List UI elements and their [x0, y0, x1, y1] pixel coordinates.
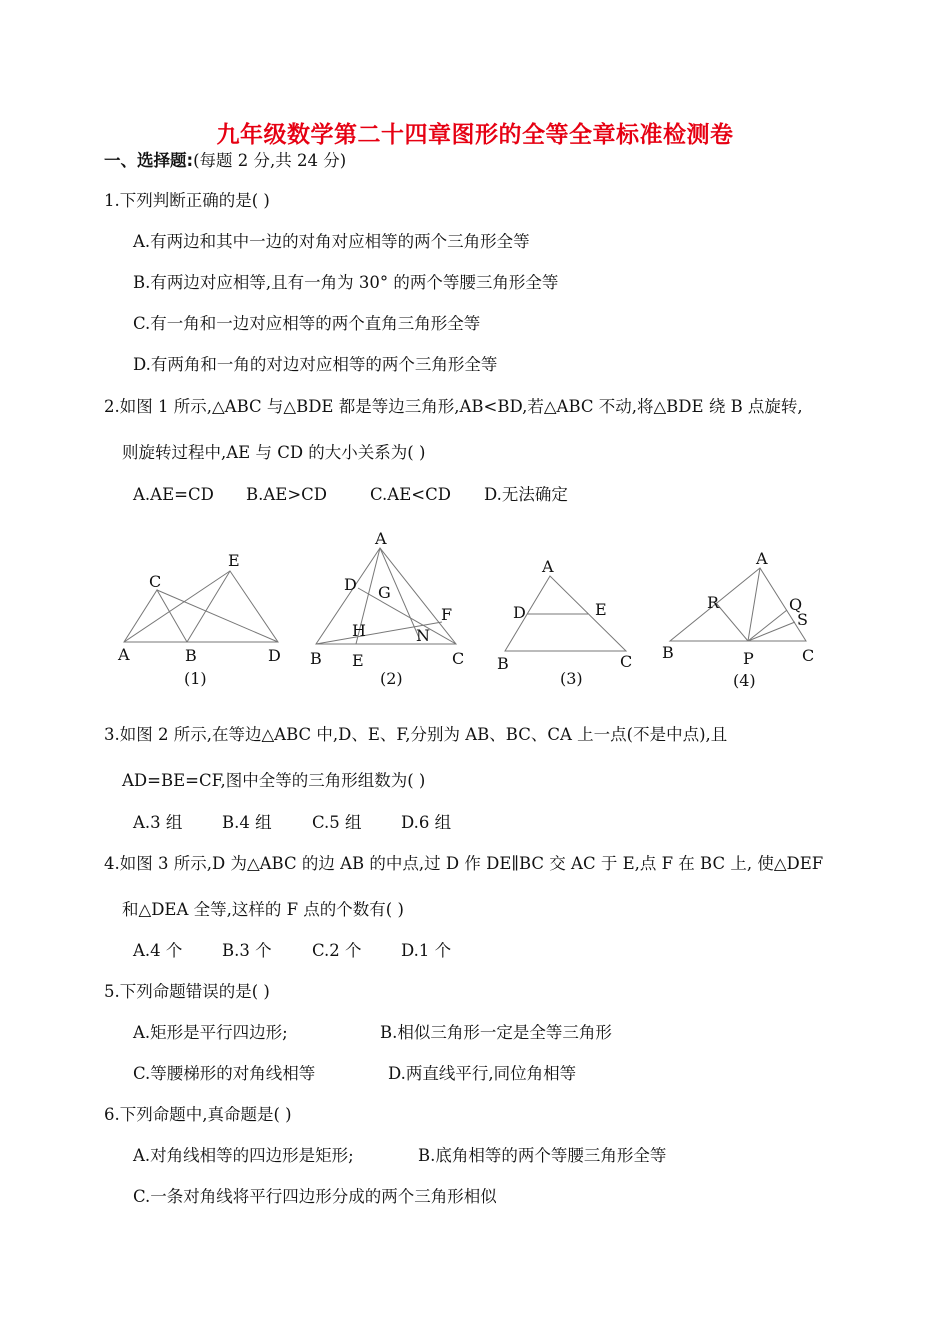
fig4-segment-pq: [748, 610, 787, 641]
fig2-label-n: N: [416, 626, 430, 645]
q4-stem-line2: 和△DEA 全等,这样的 F 点的个数有( ): [122, 900, 404, 919]
q4-option-b: B.3 个: [222, 941, 272, 960]
fig2-label-a: A: [375, 530, 387, 548]
fig3-label-c: C: [620, 652, 633, 671]
fig4-label-c: C: [802, 646, 815, 665]
section-score-note: (每题 2 分,共 24 分): [193, 151, 347, 170]
fig4-segment-ps: [748, 622, 795, 641]
fig4-segment-ap: [748, 568, 760, 641]
q2-stem-line1: 2.如图 1 所示,△ABC 与△BDE 都是等边三角形,AB<BD,若△ABC 不动,将△BDE 绕 B 点旋转,: [104, 397, 803, 416]
q5-option-a: A.矩形是平行四边形;: [133, 1023, 288, 1042]
q3-stem-line1: 3.如图 2 所示,在等边△ABC 中,D、E、F,分别为 AB、BC、CA 上一点(不是中点),且: [104, 725, 728, 744]
q3-option-b: B.4 组: [222, 813, 272, 832]
fig1-label-d: D: [268, 646, 281, 665]
section-heading-label: 一、选择题:: [104, 151, 194, 170]
q5-stem: 5.下列命题错误的是( ): [104, 982, 270, 1001]
page-title: 九年级数学第二十四章图形的全等全章标准检测卷: [216, 122, 734, 148]
figure-2: [310, 530, 464, 688]
fig3-label-e: E: [595, 600, 607, 619]
q2-option-b: B.AE>CD: [246, 485, 328, 504]
fig3-label-d: D: [513, 603, 526, 622]
fig2-label-e: E: [352, 651, 364, 670]
fig2-label-b: B: [310, 649, 322, 668]
q3-stem-line2: AD=BE=CF,图中全等的三角形组数为( ): [122, 771, 426, 790]
fig1-label-b: B: [185, 646, 197, 665]
fig4-label-q: Q: [789, 595, 803, 614]
q2-option-d: D.无法确定: [484, 485, 568, 504]
fig2-label-h: H: [352, 621, 366, 640]
q1-option-d: D.有两角和一角的对边对应相等的两个三角形全等: [133, 355, 498, 374]
q2-option-c: C.AE<CD: [370, 485, 451, 504]
q4-option-a: A.4 个: [133, 941, 183, 960]
fig1-triangle-abc: [124, 590, 187, 642]
fig2-label-d: D: [344, 575, 357, 594]
figure-4: [662, 549, 814, 690]
q1-option-a: A.有两边和其中一边的对角对应相等的两个三角形全等: [133, 232, 530, 251]
q5-option-c: C.等腰梯形的对角线相等: [133, 1064, 316, 1083]
q5-option-d: D.两直线平行,同位角相等: [388, 1064, 577, 1083]
fig4-caption: (4): [733, 671, 756, 690]
fig1-label-e: E: [228, 551, 240, 570]
fig4-label-r: R: [707, 593, 720, 612]
q1-option-c: C.有一角和一边对应相等的两个直角三角形全等: [133, 314, 481, 333]
fig3-label-b: B: [497, 654, 509, 673]
q1-option-b: B.有两边对应相等,且有一角为 30° 的两个等腰三角形全等: [133, 273, 559, 292]
fig4-label-a: A: [756, 549, 768, 568]
fig1-caption: (1): [184, 669, 207, 688]
q3-option-d: D.6 组: [401, 813, 452, 832]
q6-stem: 6.下列命题中,真命题是( ): [104, 1105, 292, 1124]
fig2-caption: (2): [380, 669, 403, 688]
q5-option-b: B.相似三角形一定是全等三角形: [380, 1023, 612, 1042]
figure-1: [117, 551, 281, 688]
fig3-label-a: A: [542, 557, 554, 576]
q1-stem: 1.下列判断正确的是( ): [104, 191, 270, 210]
fig4-label-p: P: [743, 649, 754, 668]
q4-option-d: D.1 个: [401, 941, 452, 960]
fig4-label-b: B: [662, 643, 674, 662]
q3-option-c: C.5 组: [312, 813, 362, 832]
fig2-label-c: C: [452, 649, 465, 668]
q6-option-b: B.底角相等的两个等腰三角形全等: [418, 1146, 667, 1165]
q4-option-c: C.2 个: [312, 941, 362, 960]
fig1-segment-ae: [124, 571, 230, 642]
q6-option-c: C.一条对角线将平行四边形分成的两个三角形相似: [133, 1187, 497, 1206]
fig3-caption: (3): [560, 669, 583, 688]
fig1-triangle-bde: [187, 571, 278, 642]
fig1-label-a: A: [118, 645, 130, 664]
section-heading: [104, 150, 346, 172]
fig4-triangle-abc: [670, 568, 806, 641]
q4-stem-line1: 4.如图 3 所示,D 为△ABC 的边 AB 的中点,过 D 作 DE∥BC 交 AC 于 E,点 F 在 BC 上, 使△DEF: [104, 854, 824, 873]
figures-row: [0, 530, 950, 700]
fig1-label-c: C: [149, 572, 162, 591]
fig4-label-s: S: [797, 610, 808, 629]
q2-option-a: A.AE=CD: [133, 485, 214, 504]
fig2-label-f: F: [441, 605, 453, 624]
q3-option-a: A.3 组: [133, 813, 183, 832]
figure-3: [497, 557, 632, 688]
q6-option-a: A.对角线相等的四边形是矩形;: [133, 1146, 354, 1165]
fig4-segment-rp: [716, 603, 748, 641]
fig2-label-g: G: [378, 583, 391, 602]
q2-stem-line2: 则旋转过程中,AE 与 CD 的大小关系为( ): [122, 443, 426, 462]
